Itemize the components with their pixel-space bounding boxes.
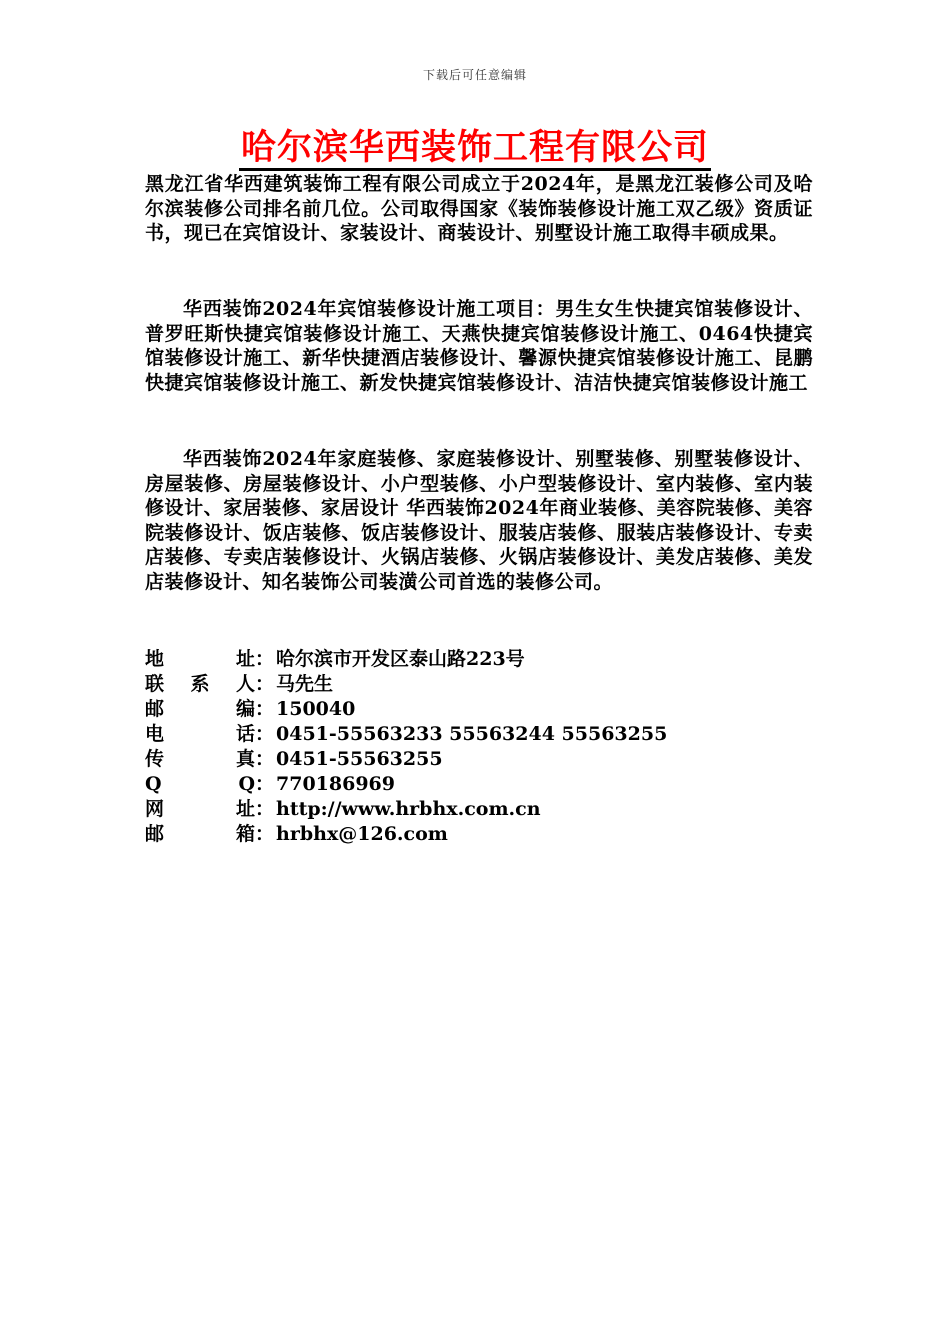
contact-row-address xyxy=(145,647,813,672)
contact-value-fax: 0451-55563255 xyxy=(276,748,443,770)
contact-value-email: hrbhx@126.com xyxy=(276,823,448,845)
contact-label-char: 人 xyxy=(235,673,255,695)
document-title-text: 哈尔滨华西装饰工程有限公司 xyxy=(239,128,711,171)
contact-label-char: 编 xyxy=(235,698,255,720)
contact-label-char: 址 xyxy=(235,798,255,820)
contact-separator: ： xyxy=(255,698,275,720)
contact-row-fax xyxy=(145,747,813,772)
contact-label-char: 地 xyxy=(145,648,165,670)
contact-label-char: Q xyxy=(145,773,162,795)
contact-separator: ： xyxy=(255,773,275,795)
contact-row-postcode xyxy=(145,697,813,722)
contact-separator: ： xyxy=(255,648,275,670)
contact-label-char: 真 xyxy=(235,748,255,770)
contact-separator: ： xyxy=(255,748,275,770)
contact-label-email xyxy=(145,822,255,847)
contact-value-address: 哈尔滨市开发区泰山路223号 xyxy=(276,648,525,670)
contact-label-char: 系 xyxy=(190,673,210,695)
paragraph-home-commercial-services: 华西装饰2024年家庭装修、家庭装修设计、别墅装修、别墅装修设计、房屋装修、房屋装修设计、小户型装修、小户型装修设计、室内装修、室内装修设计、家居装修、家居设计 华西装饰2024年商业装修、美容院装修、美容院装修设计、饭店装修、饭店装修设计、服装店装修、服装店装修设计、专卖店装修、专卖店装修设计、火锅店装修、火锅店装修设计、美发店装修、美发店装修设计、知名装饰公司装潢公司首选的装修公司。 xyxy=(145,448,813,593)
contact-separator: ： xyxy=(255,798,275,820)
contact-label-char: 联 xyxy=(145,673,165,695)
contact-separator: ： xyxy=(255,823,275,845)
contact-value-phone: 0451-55563233 55563244 55563255 xyxy=(276,723,668,745)
contact-label-char: 址 xyxy=(235,648,255,670)
document-title xyxy=(0,126,950,170)
contact-row-person xyxy=(145,672,813,697)
contact-label-address xyxy=(145,647,255,672)
contact-label-char: 网 xyxy=(145,798,165,820)
contact-label-postcode xyxy=(145,697,255,722)
contact-value-person: 马先生 xyxy=(276,673,334,695)
contact-label-char: 邮 xyxy=(145,823,165,845)
contact-block xyxy=(145,647,813,847)
contact-label-char: 电 xyxy=(145,723,165,745)
contact-label-qq xyxy=(145,772,255,797)
header-note: 下载后可任意编辑 xyxy=(422,68,527,82)
contact-value-qq: 770186969 xyxy=(276,773,395,795)
contact-separator: ： xyxy=(255,723,275,745)
contact-label-phone xyxy=(145,722,255,747)
contact-label-website xyxy=(145,797,255,822)
contact-label-char: 话 xyxy=(235,723,255,745)
contact-label-char: 传 xyxy=(145,748,165,770)
contact-label-char: 邮 xyxy=(145,698,165,720)
contact-row-phone xyxy=(145,722,813,747)
contact-value-website: http://www.hrbhx.com.cn xyxy=(276,798,541,820)
contact-label-char: 箱 xyxy=(235,823,255,845)
contact-label-char: Q xyxy=(238,773,255,795)
paragraph-company-intro: 黑龙江省华西建筑装饰工程有限公司成立于2024年，是黑龙江装修公司及哈尔滨装修公司排名前几位。公司取得国家《装饰装修设计施工双乙级》资质证书，现已在宾馆设计、家装设计、商装设计、别墅设计施工取得丰硕成果。 xyxy=(145,173,813,244)
contact-row-website xyxy=(145,797,813,822)
contact-label-person xyxy=(145,672,255,697)
paragraph-hotel-projects: 华西装饰2024年宾馆装修设计施工项目：男生女生快捷宾馆装修设计、普罗旺斯快捷宾馆装修设计施工、天燕快捷宾馆装修设计施工、0464快捷宾馆装修设计施工、新华快捷酒店装修设计、馨源快捷宾馆装修设计施工、昆鹏快捷宾馆装修设计施工、新发快捷宾馆装修设计、洁洁快捷宾馆装修设计施工 xyxy=(145,298,813,394)
contact-separator: ： xyxy=(255,673,275,695)
contact-row-email xyxy=(145,822,813,847)
contact-row-qq xyxy=(145,772,813,797)
contact-label-fax xyxy=(145,747,255,772)
contact-value-postcode: 150040 xyxy=(276,698,356,720)
